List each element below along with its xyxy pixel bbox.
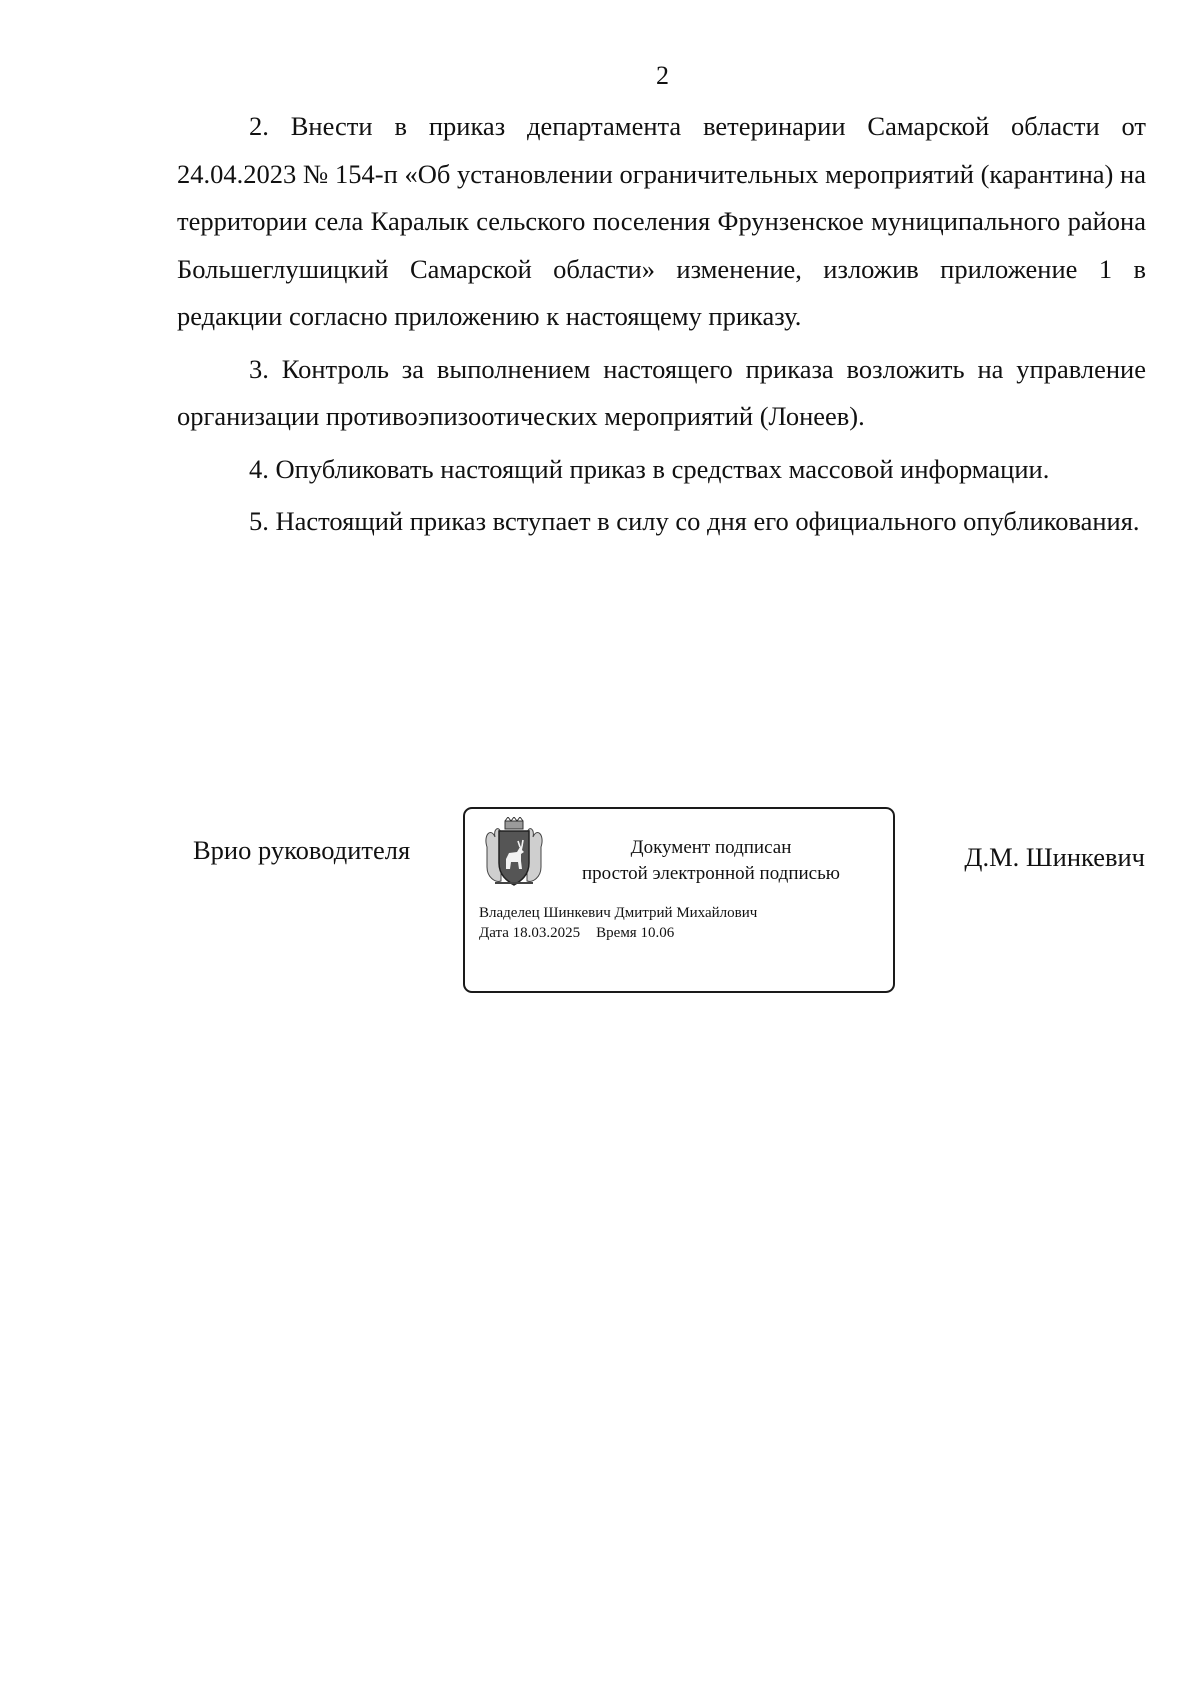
document-body xyxy=(177,103,1146,546)
stamp-time: Время 10.06 xyxy=(596,925,675,941)
stamp-date: Дата 18.03.2025 xyxy=(479,925,581,941)
stamp-title-line-1: Документ подписан xyxy=(630,837,792,858)
paragraph-5: 5. Настоящий приказ вступает в силу со дня его официального опубликования. xyxy=(249,506,1140,536)
stamp-date-time xyxy=(479,923,757,943)
signatory-name: Д.М. Шинкевич xyxy=(964,842,1145,872)
paragraph-3: 3. Контроль за выполнением настоящего приказа возложить на управление организации противоэпизоотических мероприятий (Лонеев). xyxy=(177,353,1146,431)
page-number: 2 xyxy=(656,61,669,90)
signatory-position: Врио руководителя xyxy=(193,835,411,865)
electronic-signature-stamp xyxy=(463,807,895,993)
stamp-details xyxy=(479,903,757,943)
paragraph-4: 4. Опубликовать настоящий приказ в средствах массовой информации. xyxy=(249,453,1050,484)
stamp-title xyxy=(561,835,861,887)
stamp-owner: Владелец Шинкевич Дмитрий Михайлович xyxy=(479,905,758,921)
paragraph-2: 2. Внести в приказ департамента ветеринарии Самарской области от 24.04.2023 № 154-п «Об установлении ограничительных мероприятий (карантина) на территории села Каралык сельского поселения Фрунзенское муниципального района Большеглушицкий Самарской области» изменение, изложив приложение 1 в редакции согласно приложению к настоящему приказу. xyxy=(177,111,1146,331)
stamp-title-line-2: простой электронной подписью xyxy=(582,863,840,884)
samara-coat-of-arms-icon xyxy=(481,817,547,889)
